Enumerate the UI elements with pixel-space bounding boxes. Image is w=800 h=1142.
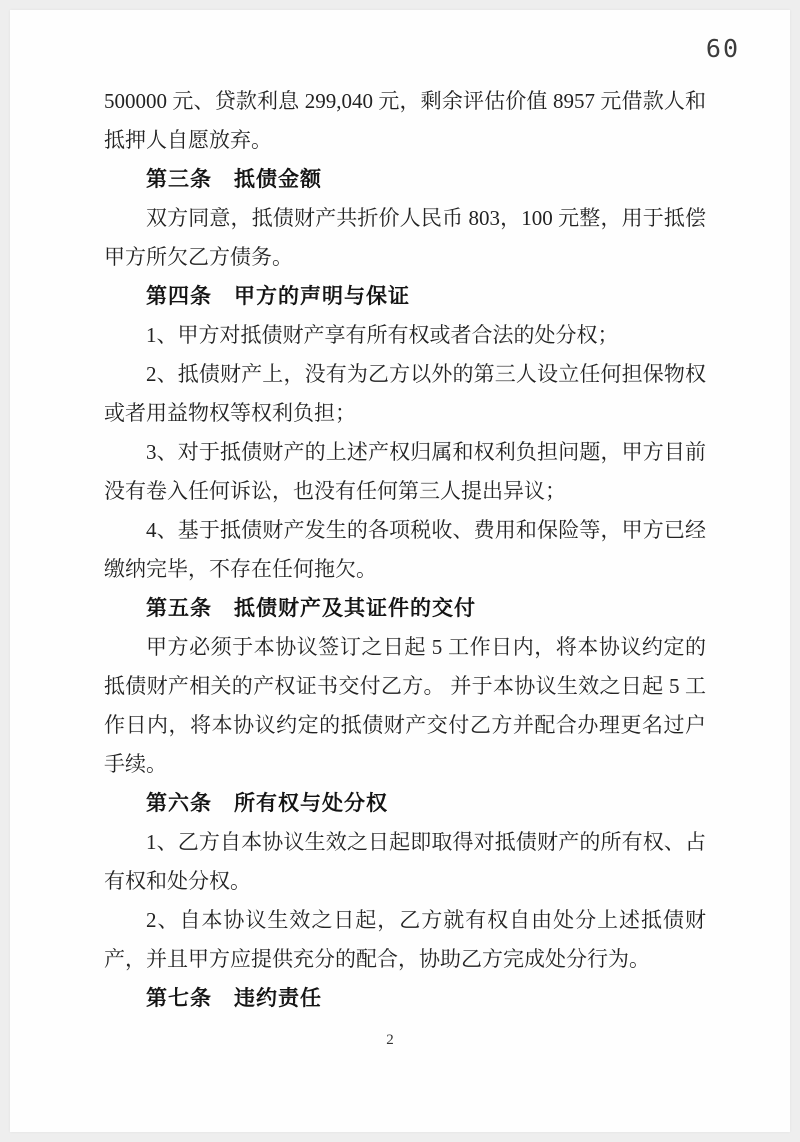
section-heading: 第五条 抵债财产及其证件的交付	[146, 597, 476, 620]
paragraph: 1、甲方对抵债财产享有所有权或者合法的处分权；	[146, 323, 619, 347]
paragraph: 3、对于抵债财产的上述产权归属和权利负担问题，甲方目前没有卷入任何诉讼，也没有任何第三人提出异议；	[104, 440, 706, 503]
section-heading: 第七条 违约责任	[146, 987, 322, 1010]
footer-page-number: 2	[386, 1032, 394, 1048]
corner-page-number: 60	[705, 34, 740, 63]
paragraph: 1、乙方自本协议生效之日起即取得对抵债财产的所有权、占有权和处分权。	[104, 830, 706, 893]
paragraph: 2、自本协议生效之日起，乙方就有权自由处分上述抵债财产，并且甲方应提供充分的配合，协助乙方完成处分行为。	[104, 908, 706, 971]
paragraph: 双方同意，抵债财产共折价人民币 803，100 元整，用于抵偿甲方所欠乙方债务。	[104, 206, 706, 269]
paragraph: 500000 元、贷款利息 299,040 元，剩余评估价值 8957 元借款人和抵押人自愿放弃。	[104, 89, 706, 152]
section-heading: 第六条 所有权与处分权	[146, 792, 388, 815]
section-heading: 第三条 抵债金额	[146, 168, 322, 191]
paragraph: 4、基于抵债财产发生的各项税收、费用和保险等，甲方已经缴纳完毕，不存在任何拖欠。	[104, 518, 706, 581]
section-heading: 第四条 甲方的声明与保证	[146, 285, 410, 308]
paragraph: 2、抵债财产上，没有为乙方以外的第三人设立任何担保物权或者用益物权等权利负担；	[104, 362, 706, 425]
document-page	[10, 10, 790, 1132]
paragraph: 甲方必须于本协议签订之日起 5 工作日内，将本协议约定的抵债财产相关的产权证书交付乙方。 并于本协议生效之日起 5 工作日内，将本协议约定的抵债财产交付乙方并配合办理更名过户手续。	[104, 635, 706, 776]
document-body	[104, 82, 706, 1018]
